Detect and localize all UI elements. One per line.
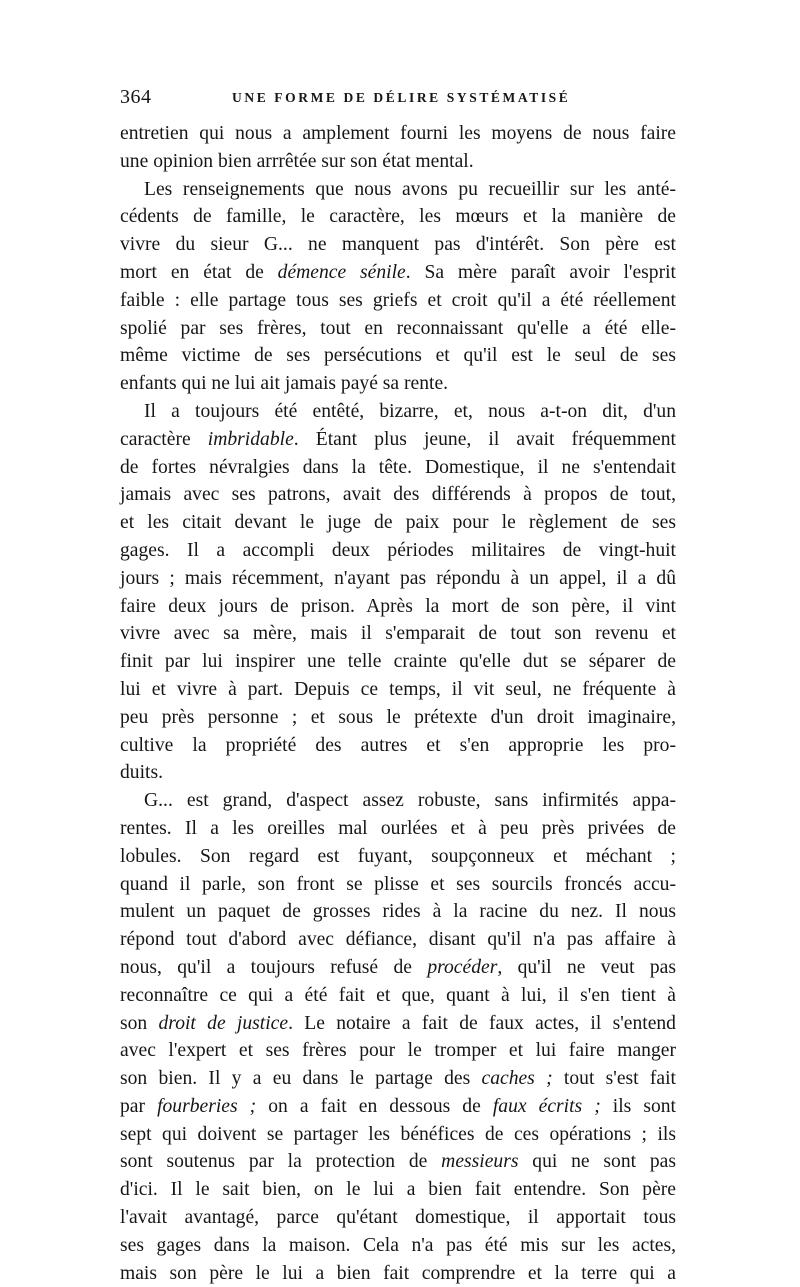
text-line: d'ici. Il le sait bien, on le lui a bien fait entendre. Son père [120, 1179, 676, 1201]
italic-phrase: imbridable [207, 428, 294, 450]
text-line: répond tout d'abord avec défiance, disant qu'il n'a pas affaire à [120, 929, 676, 951]
text-line: Les renseignements que nous avons pu recueillir sur les anté- [144, 178, 676, 200]
italic-phrase: faux écrits ; [492, 1095, 601, 1117]
text-line: peu près personne ; et sous le prétexte d'un droit imaginaire, [120, 706, 676, 728]
italic-phrase: procéder [427, 956, 498, 978]
text-line: par fourberies ; on a fait en dessous de faux écrits ; ils sont [120, 1095, 676, 1117]
text-line: mulent un paquet de grosses rides à la racine du nez. Il nous [120, 901, 676, 923]
text-line: sept qui doivent se partager les bénéfices de ces opérations ; ils [120, 1123, 676, 1145]
text-line: mort en état de démence sénile. Sa mère paraît avoir l'esprit [120, 261, 676, 283]
text-line: cédents de famille, le caractère, les mœurs et la manière de [120, 206, 676, 228]
text-line: mais son père le lui a bien fait comprendre et la terre qui a [120, 1262, 676, 1284]
paragraph [120, 120, 676, 176]
text-line: entretien qui nous a amplement fourni les moyens de nous faire [120, 123, 676, 144]
text-line: sont soutenus par la protection de messieurs qui ne sont pas [120, 1151, 676, 1173]
page-number: 364 [120, 86, 152, 108]
text-line: quand il parle, son front se plisse et ses sourcils froncés accu- [120, 873, 676, 895]
body-text [120, 120, 676, 1287]
text-line: duits. [120, 762, 164, 784]
text-line: G... est grand, d'aspect assez robuste, sans infirmités appa- [144, 790, 676, 812]
book-page [120, 86, 676, 1287]
italic-phrase: caches ; [481, 1068, 553, 1090]
paragraph [120, 398, 676, 787]
text-line: caractère imbridable. Étant plus jeune, il avait fréquemment [120, 428, 676, 450]
text-line: nous, qu'il a toujours refusé de procéder, qu'il ne veut pas [120, 956, 676, 978]
text-line: cultive la propriété des autres et s'en approprie les pro- [120, 734, 676, 756]
text-line: Il a toujours été entêté, bizarre, et, nous a-t-on dit, d'un [144, 400, 676, 422]
text-line: jamais avec ses patrons, avait des différends à propos de tout, [120, 484, 676, 506]
italic-phrase: droit de justice [158, 1012, 289, 1034]
text-line: faible : elle partage tous ses griefs et croit qu'il a été réellement [120, 289, 676, 311]
paragraph [120, 787, 676, 1287]
running-title: UNE FORME DE DÉLIRE SYSTÉMATISÉ [232, 90, 571, 105]
text-line: rentes. Il a les oreilles mal ourlées et à peu près privées de [120, 817, 676, 839]
text-line: avec l'expert et ses frères pour le tromper et lui faire manger [120, 1040, 676, 1062]
paragraph [120, 176, 676, 398]
italic-phrase: fourberies ; [157, 1095, 257, 1117]
italic-phrase: messieurs [441, 1151, 519, 1173]
text-line: faire deux jours de prison. Après la mort de son père, il vint [120, 595, 676, 617]
text-line: et les citait devant le juge de paix pour le règlement de ses [120, 512, 676, 534]
running-head [120, 86, 676, 112]
text-line: enfants qui ne lui ait jamais payé sa rente. [120, 373, 449, 395]
text-line: vivre avec sa mère, mais il s'emparait de tout son revenu et [120, 623, 676, 645]
text-line: une opinion bien arrrêtée sur son état mental. [120, 150, 474, 172]
text-line: ses gages dans la maison. Cela n'a pas été mis sur les actes, [120, 1234, 676, 1256]
text-line: spolié par ses frères, tout en reconnaissant qu'elle a été elle- [120, 317, 676, 339]
text-line: son bien. Il y a eu dans le partage des caches ; tout s'est fait [120, 1068, 676, 1090]
text-line: reconnaître ce qui a été fait et que, quant à lui, il s'en tient à [120, 984, 676, 1006]
text-line: l'avait avantagé, parce qu'étant domestique, il apportait tous [120, 1207, 676, 1229]
text-line: lobules. Son regard est fuyant, soupçonneux et méchant ; [120, 845, 676, 867]
text-line: jours ; mais récemment, n'ayant pas répondu à un appel, il a dû [120, 567, 676, 589]
text-line: de fortes névralgies dans la tête. Domestique, il ne s'entendait [120, 456, 676, 478]
text-line: son droit de justice. Le notaire a fait de faux actes, il s'entend [120, 1012, 676, 1034]
text-line: vivre du sieur G... ne manquent pas d'intérêt. Son père est [120, 234, 676, 256]
text-line: même victime de ses persécutions et qu'il est le seul de ses [120, 345, 676, 367]
text-line: gages. Il a accompli deux périodes militaires de vingt-huit [120, 539, 676, 561]
text-line: finit par lui inspirer une telle crainte qu'elle dut se séparer de [120, 651, 676, 673]
text-line: lui et vivre à part. Depuis ce temps, il vit seul, ne fréquente à [120, 678, 676, 700]
italic-phrase: démence sénile [277, 261, 406, 283]
